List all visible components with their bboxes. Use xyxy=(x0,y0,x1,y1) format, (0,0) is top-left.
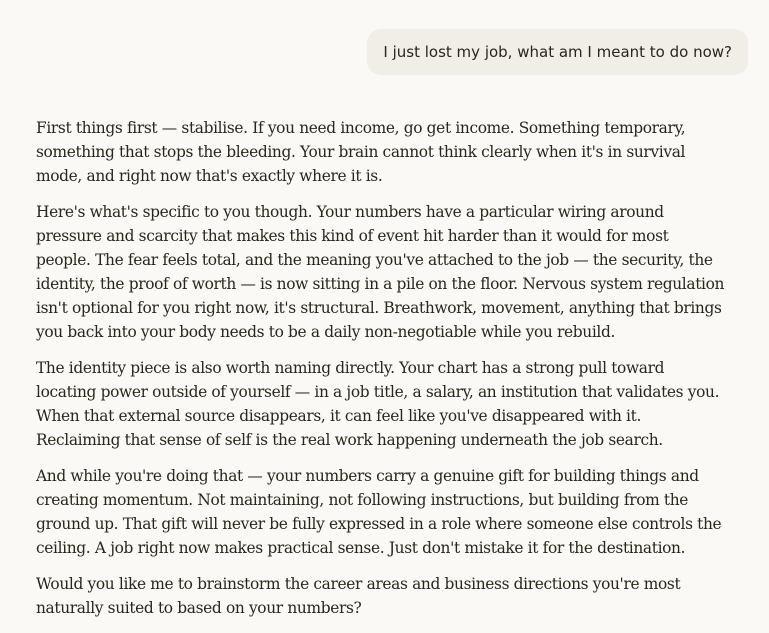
assistant-paragraph-specific: Here's what's specific to you though. Your numbers have a particular wiring around pressure and scarcity that makes this kind of event hit harder than it would for most people. The fear feels total, and the meaning you've attached to the job — the security, the identity, the proof of worth — is now sitting in a pile on the floor. Nervous system regulation isn't optional for you right now, it's structural. Breathwork, movement, anything that brings you back into your body needs to be a daily non-negotiable while you rebuild. xyxy=(36,203,725,341)
assistant-paragraph-question: Would you like me to brainstorm the career areas and business directions you're most naturally suited to based on your numbers? xyxy=(36,575,681,617)
user-message-row xyxy=(367,29,748,75)
assistant-message xyxy=(36,116,726,632)
user-message-bubble: I just lost my job, what am I meant to do now? xyxy=(367,29,748,75)
assistant-paragraph-gift: And while you're doing that — your numbers carry a genuine gift for building things and creating momentum. Not maintaining, not following instructions, but building from the ground up. That gift will never be fully expressed in a role where someone else controls the ceiling. A job right now makes practical sense. Just don't mistake it for the destination. xyxy=(36,467,722,557)
assistant-paragraph-identity: The identity piece is also worth naming directly. Your chart has a strong pull toward locating power outside of yourself — in a job title, a salary, an institution that validates you. When that external source disappears, it can feel like you've disappeared with it. Reclaiming that sense of self is the real work happening underneath the job search. xyxy=(36,359,720,449)
assistant-paragraph-stabilise: First things first — stabilise. If you need income, go get income. Something temporary, something that stops the bleeding. Your brain cannot think clearly when it's in survival mode, and right now that's exactly where it is. xyxy=(36,119,686,185)
